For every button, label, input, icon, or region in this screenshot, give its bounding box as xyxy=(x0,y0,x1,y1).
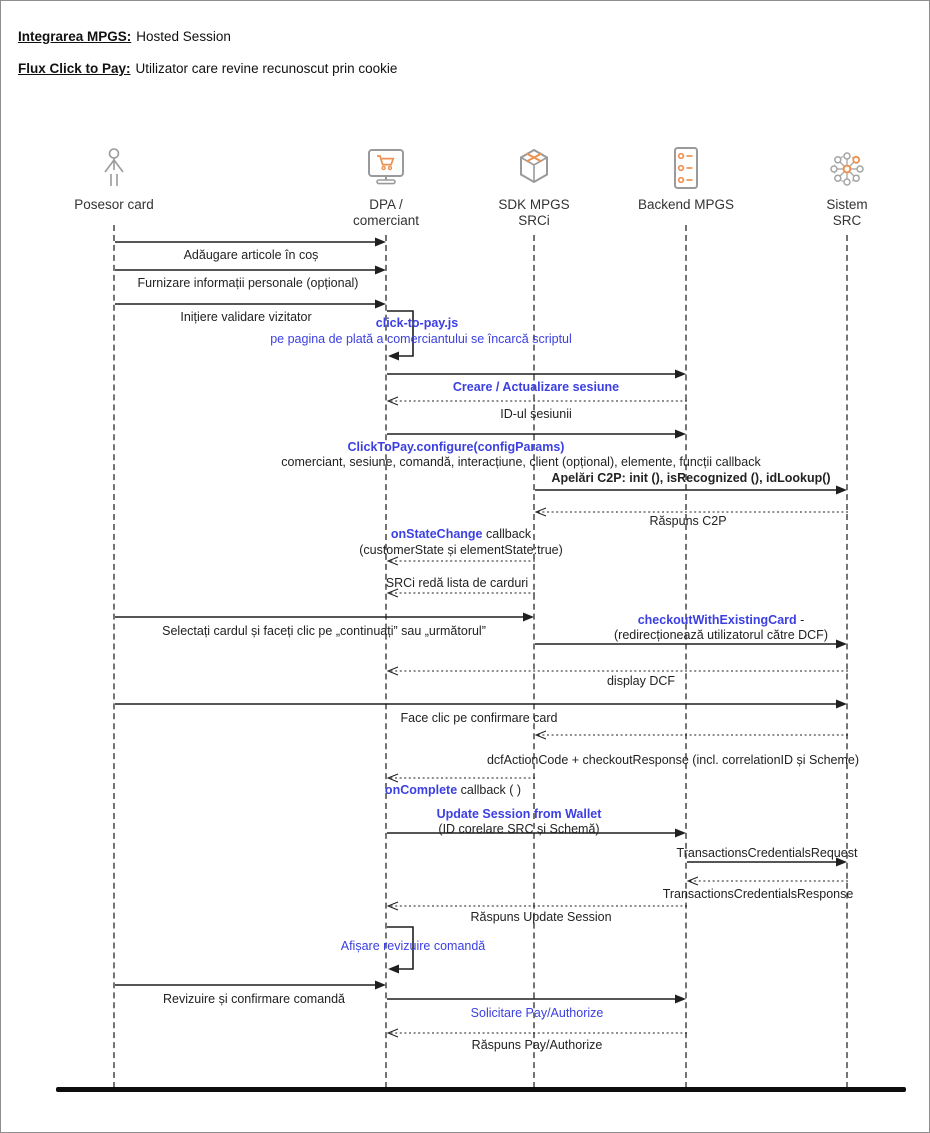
message-label: Afișare revizuire comandă xyxy=(340,939,486,953)
message-arrow xyxy=(114,263,388,277)
message-label: Creare / Actualizare sesiune xyxy=(452,380,620,394)
message-label: Update Session from Wallet xyxy=(436,807,602,821)
message-arrow xyxy=(386,427,688,441)
doc-title xyxy=(18,29,231,44)
message-label: Inițiere validare vizitator xyxy=(180,310,312,324)
message-label: (redirecționează utilizatorul către DCF) xyxy=(614,628,828,642)
message-arrow xyxy=(534,483,849,497)
message-arrow xyxy=(686,874,849,888)
monitor-cart-icon xyxy=(364,147,408,191)
message-arrow xyxy=(386,394,688,408)
message-label: SRCi redă lista de carduri xyxy=(385,576,529,590)
message-arrow xyxy=(114,297,388,311)
message-arrow xyxy=(386,367,688,381)
message-label: TransactionsCredentialsRequest xyxy=(676,846,858,860)
actor-label-backend: Backend MPGS xyxy=(637,197,735,212)
message-label: Adăugare articole în coș xyxy=(183,248,319,262)
actor-label-sdk: SDK MPGS SRCi xyxy=(498,197,570,228)
message-label: comerciant, sesiune, comandă, interacțiune, client (opțional), elemente, funcții callback xyxy=(281,455,761,469)
actor-label-src: Sistem SRC xyxy=(826,197,868,228)
message-label: pe pagina de plată a comerciantului se încarcă scriptul xyxy=(270,332,572,346)
message-label: Face clic pe confirmare card xyxy=(400,711,558,725)
actor-label-cardholder: Posesor card xyxy=(74,197,154,212)
doc-subtitle-value: Utilizator care revine recunoscut prin cookie xyxy=(135,61,398,76)
message-label: Furnizare informații personale (opțional) xyxy=(137,276,359,290)
person-icon xyxy=(92,147,136,191)
message-label: click-to-pay.js xyxy=(375,316,459,330)
message-label: Selectați cardul și faceți clic pe „continuați” sau „următorul” xyxy=(162,624,486,638)
doc-subtitle xyxy=(18,61,397,76)
lifeline-src xyxy=(846,235,848,1088)
server-icon xyxy=(664,147,708,191)
lifeline-sdk xyxy=(533,235,535,1088)
message-label: Revizuire și confirmare comandă xyxy=(162,992,346,1006)
message-arrow xyxy=(114,610,536,624)
message-arrow xyxy=(114,697,849,711)
doc-title-label: Integrarea MPGS: xyxy=(18,29,132,44)
message-label: Apelări C2P: init (), isRecognized (), idLookup() xyxy=(551,471,831,485)
message-label: onStateChange callback xyxy=(390,527,532,541)
lifeline-cardholder xyxy=(113,225,115,1088)
message-label: Răspuns Pay/Authorize xyxy=(471,1038,603,1052)
doc-subtitle-label: Flux Click to Pay: xyxy=(18,61,131,76)
message-label: Solicitare Pay/Authorize xyxy=(470,1006,604,1020)
message-label: onComplete callback ( ) xyxy=(384,783,522,797)
message-label: Răspuns C2P xyxy=(649,514,727,528)
lifeline-backend xyxy=(685,225,687,1088)
message-arrow xyxy=(114,978,388,992)
message-label: (customerState și elementState:true) xyxy=(359,543,563,557)
message-label: TransactionsCredentialsResponse xyxy=(662,887,854,901)
message-label: (ID corelare SRC și Schemă) xyxy=(438,822,600,836)
message-arrow xyxy=(386,992,688,1006)
message-label: dcfActionCode + checkoutResponse (incl. correlationID și Scheme) xyxy=(486,753,860,767)
package-icon xyxy=(512,147,556,191)
message-label: ID-ul sesiunii xyxy=(500,407,572,421)
doc-title-value: Hosted Session xyxy=(136,29,231,44)
actor-label-dpa: DPA / comerciant xyxy=(352,197,420,228)
message-label: Răspuns Update Session xyxy=(470,910,612,924)
message-label: display DCF xyxy=(606,674,676,688)
message-arrow xyxy=(114,235,388,249)
message-label: checkoutWithExistingCard - xyxy=(637,613,805,627)
message-arrow xyxy=(534,728,849,742)
message-label: ClickToPay.configure(configParams) xyxy=(347,440,565,454)
network-icon xyxy=(825,147,869,191)
diagram-bottom-bar xyxy=(56,1087,906,1092)
